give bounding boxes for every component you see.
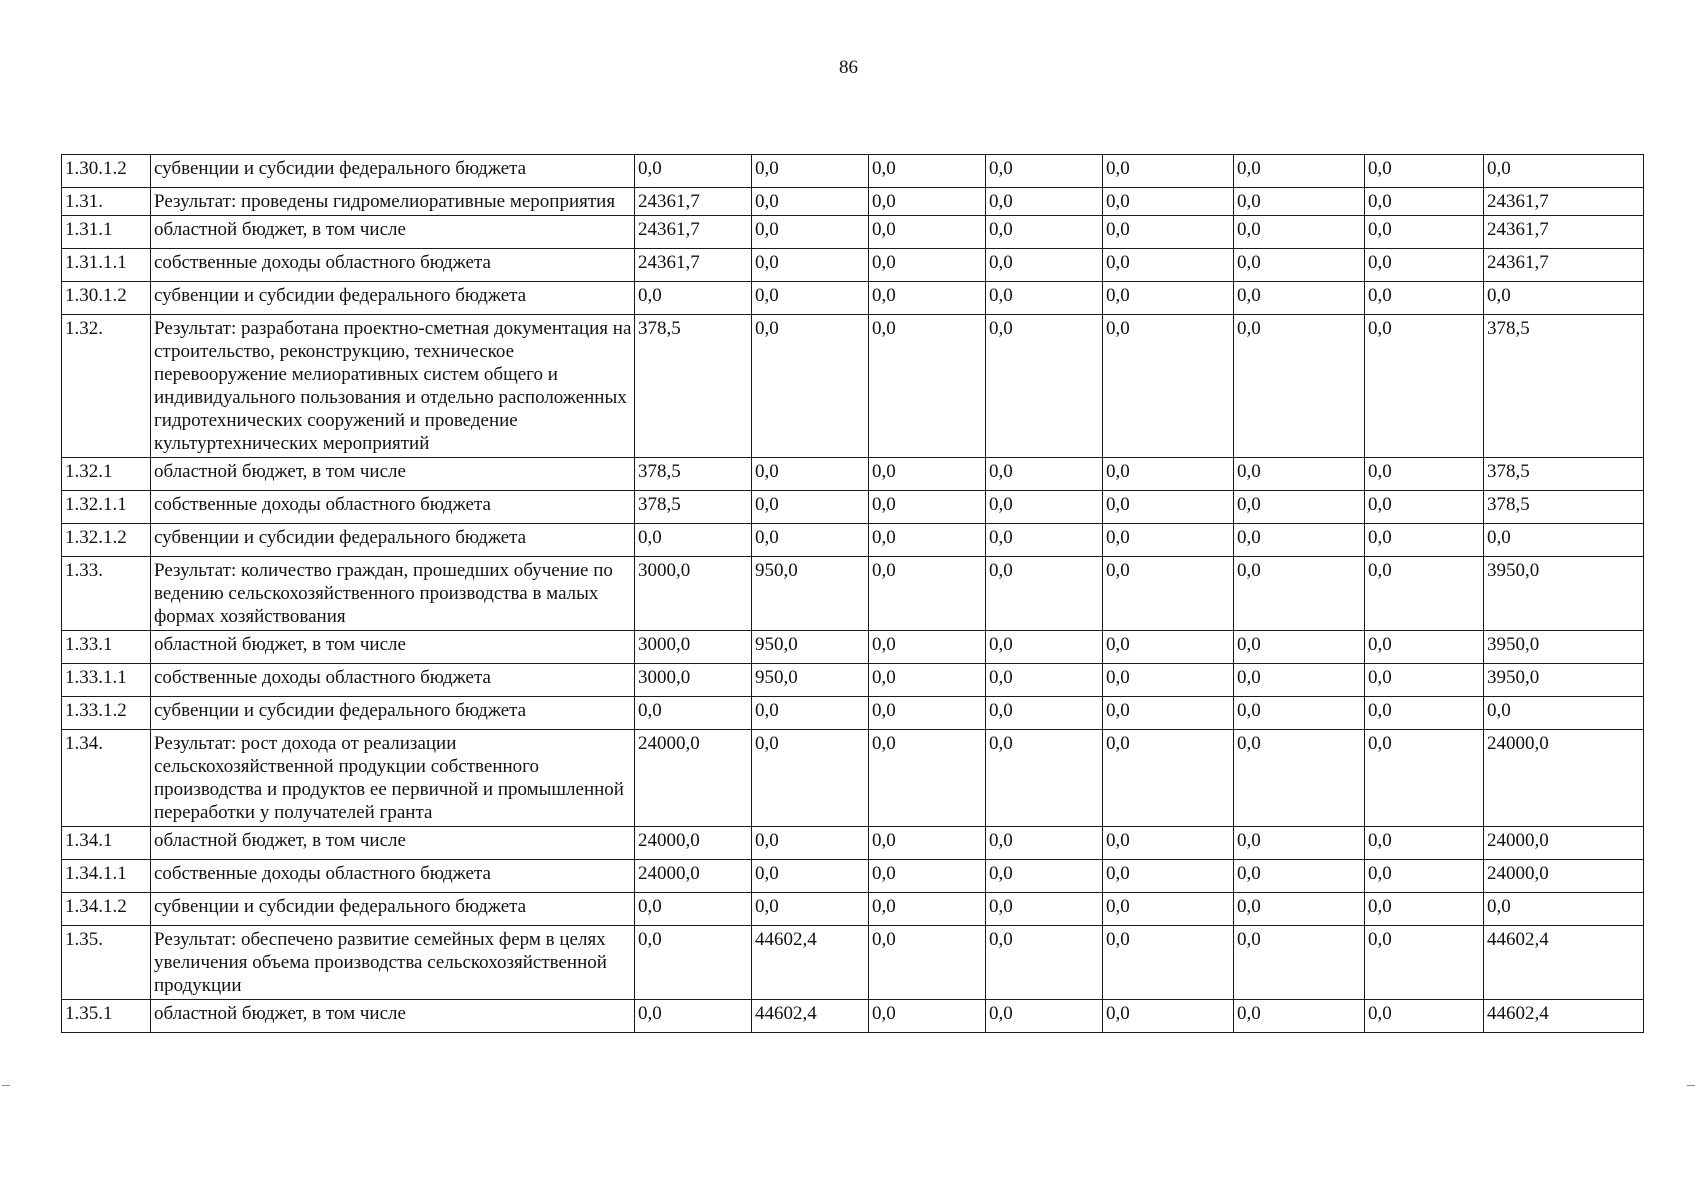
row-value: 0,0 [1365,155,1484,188]
row-value: 3000,0 [635,631,752,664]
row-value: 0,0 [986,188,1103,216]
row-value: 0,0 [986,664,1103,697]
table-row [62,491,1644,524]
table-row [62,282,1644,315]
row-value: 44602,4 [752,1000,869,1033]
row-value: 0,0 [1365,557,1484,631]
row-total-value: 24361,7 [1484,249,1644,282]
row-value: 0,0 [869,315,986,458]
row-value: 0,0 [986,458,1103,491]
row-description: субвенции и субсидии федерального бюджета [151,524,635,557]
row-description: собственные доходы областного бюджета [151,249,635,282]
row-value: 0,0 [1234,491,1365,524]
row-value: 0,0 [1234,216,1365,249]
row-value: 0,0 [1103,188,1234,216]
row-description: собственные доходы областного бюджета [151,664,635,697]
row-code: 1.31.1 [62,216,151,249]
row-value: 24361,7 [635,216,752,249]
table-row [62,631,1644,664]
row-value: 0,0 [752,282,869,315]
row-code: 1.31. [62,188,151,216]
row-value: 0,0 [1365,664,1484,697]
table-row [62,893,1644,926]
row-value: 0,0 [1103,664,1234,697]
table-row [62,926,1644,1000]
table-row [62,827,1644,860]
row-value: 0,0 [1103,491,1234,524]
row-code: 1.33.1 [62,631,151,664]
row-code: 1.31.1.1 [62,249,151,282]
row-description: областной бюджет, в том числе [151,827,635,860]
row-value: 0,0 [752,249,869,282]
row-description: собственные доходы областного бюджета [151,491,635,524]
row-value: 0,0 [1234,557,1365,631]
row-value: 0,0 [869,155,986,188]
row-value: 0,0 [986,860,1103,893]
row-value: 950,0 [752,664,869,697]
row-value: 0,0 [869,249,986,282]
row-total-value: 3950,0 [1484,631,1644,664]
row-value: 0,0 [986,216,1103,249]
row-total-value: 0,0 [1484,155,1644,188]
row-value: 0,0 [752,860,869,893]
row-value: 0,0 [1103,860,1234,893]
row-value: 0,0 [1103,524,1234,557]
row-value: 0,0 [1234,697,1365,730]
row-value: 0,0 [1234,524,1365,557]
row-value: 0,0 [1103,827,1234,860]
row-value: 0,0 [986,631,1103,664]
row-value: 3000,0 [635,557,752,631]
row-value: 0,0 [1234,664,1365,697]
row-value: 0,0 [1103,631,1234,664]
row-value: 0,0 [986,155,1103,188]
row-value: 0,0 [1234,155,1365,188]
row-total-value: 378,5 [1484,458,1644,491]
row-description: Результат: разработана проектно-сметная документация на строительство, реконструкцию, техническое перевооружение мелиоративных систем общего и индивидуального пользования и отдельно расположенных гидротехнических сооружений и проведение культуртехнических мероприятий [151,315,635,458]
row-value: 0,0 [1365,730,1484,827]
row-value: 0,0 [1234,926,1365,1000]
row-total-value: 24000,0 [1484,860,1644,893]
row-value: 0,0 [869,827,986,860]
row-value: 0,0 [635,282,752,315]
row-value: 0,0 [635,893,752,926]
row-value: 950,0 [752,631,869,664]
row-value: 0,0 [986,730,1103,827]
row-value: 0,0 [869,697,986,730]
row-code: 1.32.1.1 [62,491,151,524]
row-value: 0,0 [635,524,752,557]
row-value: 0,0 [1103,249,1234,282]
row-total-value: 44602,4 [1484,926,1644,1000]
row-value: 0,0 [1365,458,1484,491]
row-value: 0,0 [869,188,986,216]
row-value: 0,0 [869,1000,986,1033]
row-value: 0,0 [752,827,869,860]
row-value: 0,0 [752,524,869,557]
row-value: 0,0 [752,893,869,926]
row-total-value: 0,0 [1484,697,1644,730]
row-value: 0,0 [1103,926,1234,1000]
row-value: 24361,7 [635,188,752,216]
row-code: 1.34. [62,730,151,827]
row-value: 0,0 [986,893,1103,926]
row-value: 0,0 [986,697,1103,730]
row-value: 0,0 [1365,893,1484,926]
row-total-value: 24361,7 [1484,188,1644,216]
row-value: 0,0 [752,491,869,524]
row-value: 0,0 [1365,491,1484,524]
row-value: 0,0 [635,697,752,730]
margin-mark-left [2,1085,10,1086]
budget-table-container [61,154,1643,1033]
row-description: областной бюджет, в том числе [151,631,635,664]
row-value: 0,0 [1103,730,1234,827]
row-code: 1.30.1.2 [62,155,151,188]
row-value: 0,0 [869,524,986,557]
row-total-value: 378,5 [1484,315,1644,458]
row-value: 0,0 [1365,282,1484,315]
row-value: 24000,0 [635,827,752,860]
row-total-value: 3950,0 [1484,664,1644,697]
row-description: областной бюджет, в том числе [151,1000,635,1033]
row-value: 378,5 [635,315,752,458]
row-value: 0,0 [1103,315,1234,458]
row-value: 0,0 [869,730,986,827]
row-description: субвенции и субсидии федерального бюджета [151,697,635,730]
row-value: 0,0 [1234,860,1365,893]
row-value: 0,0 [1365,249,1484,282]
table-row [62,730,1644,827]
row-value: 0,0 [1234,315,1365,458]
margin-mark-right [1687,1085,1695,1086]
row-code: 1.33.1.1 [62,664,151,697]
row-value: 0,0 [752,315,869,458]
row-value: 0,0 [1103,893,1234,926]
row-value: 0,0 [986,524,1103,557]
row-description: областной бюджет, в том числе [151,216,635,249]
row-value: 378,5 [635,491,752,524]
row-value: 0,0 [1234,827,1365,860]
row-total-value: 24000,0 [1484,827,1644,860]
row-value: 0,0 [1103,216,1234,249]
row-value: 24000,0 [635,860,752,893]
row-total-value: 0,0 [1484,282,1644,315]
row-value: 0,0 [1365,524,1484,557]
row-value: 0,0 [1365,926,1484,1000]
row-value: 0,0 [986,491,1103,524]
row-value: 0,0 [869,458,986,491]
row-value: 0,0 [986,249,1103,282]
row-value: 0,0 [869,926,986,1000]
row-value: 0,0 [869,216,986,249]
row-total-value: 0,0 [1484,524,1644,557]
row-value: 0,0 [1365,827,1484,860]
row-code: 1.33. [62,557,151,631]
row-value: 950,0 [752,557,869,631]
table-row [62,524,1644,557]
row-value: 0,0 [1234,1000,1365,1033]
row-value: 0,0 [869,893,986,926]
row-value: 0,0 [752,697,869,730]
row-value: 0,0 [1103,458,1234,491]
row-description: Результат: обеспечено развитие семейных ферм в целях увеличения объема производства сельскохозяйственной продукции [151,926,635,1000]
row-value: 0,0 [869,557,986,631]
row-total-value: 44602,4 [1484,1000,1644,1033]
row-total-value: 0,0 [1484,893,1644,926]
row-code: 1.35. [62,926,151,1000]
row-total-value: 24000,0 [1484,730,1644,827]
row-value: 0,0 [1365,697,1484,730]
row-value: 0,0 [1365,860,1484,893]
row-code: 1.33.1.2 [62,697,151,730]
row-code: 1.34.1.2 [62,893,151,926]
row-total-value: 24361,7 [1484,216,1644,249]
row-code: 1.35.1 [62,1000,151,1033]
table-row [62,1000,1644,1033]
row-value: 0,0 [1234,249,1365,282]
row-value: 0,0 [869,491,986,524]
row-value: 0,0 [1234,730,1365,827]
row-value: 0,0 [1234,282,1365,315]
row-code: 1.34.1.1 [62,860,151,893]
row-value: 0,0 [1103,155,1234,188]
table-row [62,664,1644,697]
row-description: субвенции и субсидии федерального бюджета [151,893,635,926]
row-value: 0,0 [1365,1000,1484,1033]
row-value: 44602,4 [752,926,869,1000]
row-value: 0,0 [1234,458,1365,491]
row-code: 1.32.1.2 [62,524,151,557]
row-value: 0,0 [1365,188,1484,216]
table-row [62,315,1644,458]
row-code: 1.32.1 [62,458,151,491]
table-row [62,697,1644,730]
row-value: 0,0 [986,926,1103,1000]
row-total-value: 3950,0 [1484,557,1644,631]
row-value: 0,0 [1234,631,1365,664]
row-value: 0,0 [1365,631,1484,664]
row-value: 0,0 [752,155,869,188]
row-value: 0,0 [752,216,869,249]
table-row [62,216,1644,249]
row-value: 0,0 [752,458,869,491]
row-total-value: 378,5 [1484,491,1644,524]
table-row [62,557,1644,631]
row-value: 0,0 [1103,557,1234,631]
row-value: 0,0 [869,664,986,697]
row-description: субвенции и субсидии федерального бюджета [151,155,635,188]
row-value: 0,0 [752,188,869,216]
row-value: 24361,7 [635,249,752,282]
table-row [62,860,1644,893]
row-description: субвенции и субсидии федерального бюджета [151,282,635,315]
row-code: 1.34.1 [62,827,151,860]
row-value: 0,0 [1234,893,1365,926]
row-description: Результат: проведены гидромелиоративные мероприятия [151,188,635,216]
row-value: 0,0 [1103,697,1234,730]
row-value: 0,0 [635,1000,752,1033]
table-row [62,458,1644,491]
row-description: Результат: рост дохода от реализации сельскохозяйственной продукции собственного производства и продуктов ее первичной и промышленной переработки у получателей гранта [151,730,635,827]
row-value: 0,0 [986,827,1103,860]
row-value: 0,0 [869,282,986,315]
budget-table [61,154,1644,1033]
row-value: 0,0 [1365,216,1484,249]
budget-table-body [62,155,1644,1033]
row-value: 0,0 [1234,188,1365,216]
row-code: 1.30.1.2 [62,282,151,315]
table-row [62,155,1644,188]
row-value: 0,0 [986,1000,1103,1033]
row-value: 0,0 [986,315,1103,458]
row-value: 0,0 [1103,282,1234,315]
row-value: 0,0 [752,730,869,827]
row-value: 0,0 [986,282,1103,315]
row-value: 0,0 [1365,315,1484,458]
row-description: собственные доходы областного бюджета [151,860,635,893]
row-value: 0,0 [869,860,986,893]
row-value: 3000,0 [635,664,752,697]
row-value: 0,0 [635,155,752,188]
row-value: 24000,0 [635,730,752,827]
row-description: областной бюджет, в том числе [151,458,635,491]
table-row [62,249,1644,282]
row-value: 0,0 [986,557,1103,631]
row-description: Результат: количество граждан, прошедших обучение по ведению сельскохозяйственного производства в малых формах хозяйствования [151,557,635,631]
table-row [62,188,1644,216]
row-value: 0,0 [1103,1000,1234,1033]
page-number: 86 [839,57,858,78]
row-value: 378,5 [635,458,752,491]
row-value: 0,0 [635,926,752,1000]
row-code: 1.32. [62,315,151,458]
row-value: 0,0 [869,631,986,664]
